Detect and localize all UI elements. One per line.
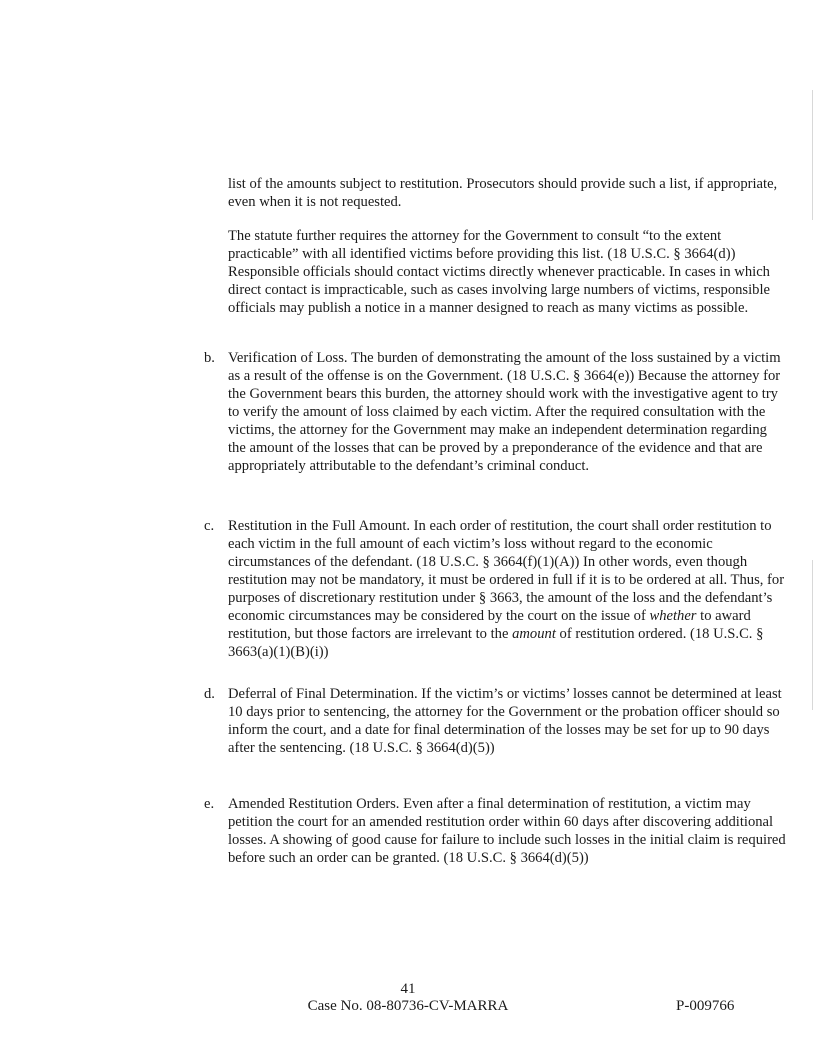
list-marker: d. bbox=[204, 686, 215, 702]
scan-edge-mark bbox=[812, 90, 813, 220]
list-item-text: Deferral of Final Determination. If the victim’s or victims’ losses cannot be determined at least 10 days prior to sentencing, the attorney for the Government or the probation officer should so inform the court, and a date for final determination of the losses may be set for up to 90 days after the sentencing. (18 U.S.C. § 3664(d)(5)) bbox=[228, 686, 782, 756]
scan-edge-mark bbox=[812, 560, 813, 710]
list-marker: c. bbox=[204, 518, 215, 534]
list-marker: e. bbox=[204, 796, 215, 812]
continuation-paragraph-2: The statute further requires the attorney for the Government to consult “to the extent practicable” with all identified victims before providing this list. (18 U.S.C. § 3664(d)) Responsible officials should contact victims directly whenever practicable. In cases in which direct contact is impracticable, such as cases involving large numbers of victims, responsible officials may publish a notice in a manner designed to reach as many victims as possible. bbox=[228, 228, 770, 316]
text-segment: of restitution ordered. (18 U.S.C. § 3663(a)(1)(B)(i)) bbox=[228, 626, 764, 660]
list-marker: b. bbox=[204, 350, 215, 366]
emphasis-amount: amount bbox=[512, 626, 556, 642]
continuation-paragraph-1: list of the amounts subject to restitution. Prosecutors should provide such a list, if appropriate, even when it is not requested. bbox=[228, 176, 778, 210]
list-item-c bbox=[204, 517, 786, 661]
text-segment: to award restitution, but those factors are irrelevant to the bbox=[228, 608, 751, 642]
text-segment: Restitution in the Full Amount. In each order of restitution, the court shall order restitution to each victim in the full amount of each victim’s loss without regard to the economic circumstances of the defendant. (18 U.S.C. § 3664(f)(1)(A)) In other words, even though restitution may not be mandatory, it must be ordered in full if it is to be ordered at all. Thus, for purposes of discretionary restitution under § 3663, the amount of the loss and the defendant’s economic circumstances may be considered by the court on the issue of bbox=[228, 518, 785, 624]
list-item-b bbox=[204, 349, 786, 475]
page-number: 41 bbox=[400, 981, 416, 997]
list-item-d bbox=[204, 685, 786, 757]
list-item-text: Verification of Loss. The burden of demonstrating the amount of the loss sustained by a victim as a result of the offense is on the Government. (18 U.S.C. § 3664(e)) Because the attorney for the Government bears this burden, the attorney should work with the investigative agent to try to verify the amount of loss claimed by each victim. After the required consultation with the victims, the attorney for the Government may make an independent determination regarding the amount of the losses that can be proved by a preponderance of the evidence and that are appropriately attributable to the defendant’s criminal conduct. bbox=[228, 350, 781, 474]
case-number: Case No. 08-80736-CV-MARRA bbox=[307, 998, 509, 1014]
emphasis-whether: whether bbox=[649, 608, 697, 624]
list-item-text: Amended Restitution Orders. Even after a final determination of restitution, a victim may petition the court for an amended restitution order within 60 days after discovering additional losses. A showing of good cause for failure to include such losses in the initial claim is required before such an order can be granted. (18 U.S.C. § 3664(d)(5)) bbox=[228, 796, 786, 866]
list-item-e bbox=[204, 795, 786, 867]
bates-number: P-009766 bbox=[676, 998, 735, 1014]
list-item-text bbox=[228, 517, 786, 661]
